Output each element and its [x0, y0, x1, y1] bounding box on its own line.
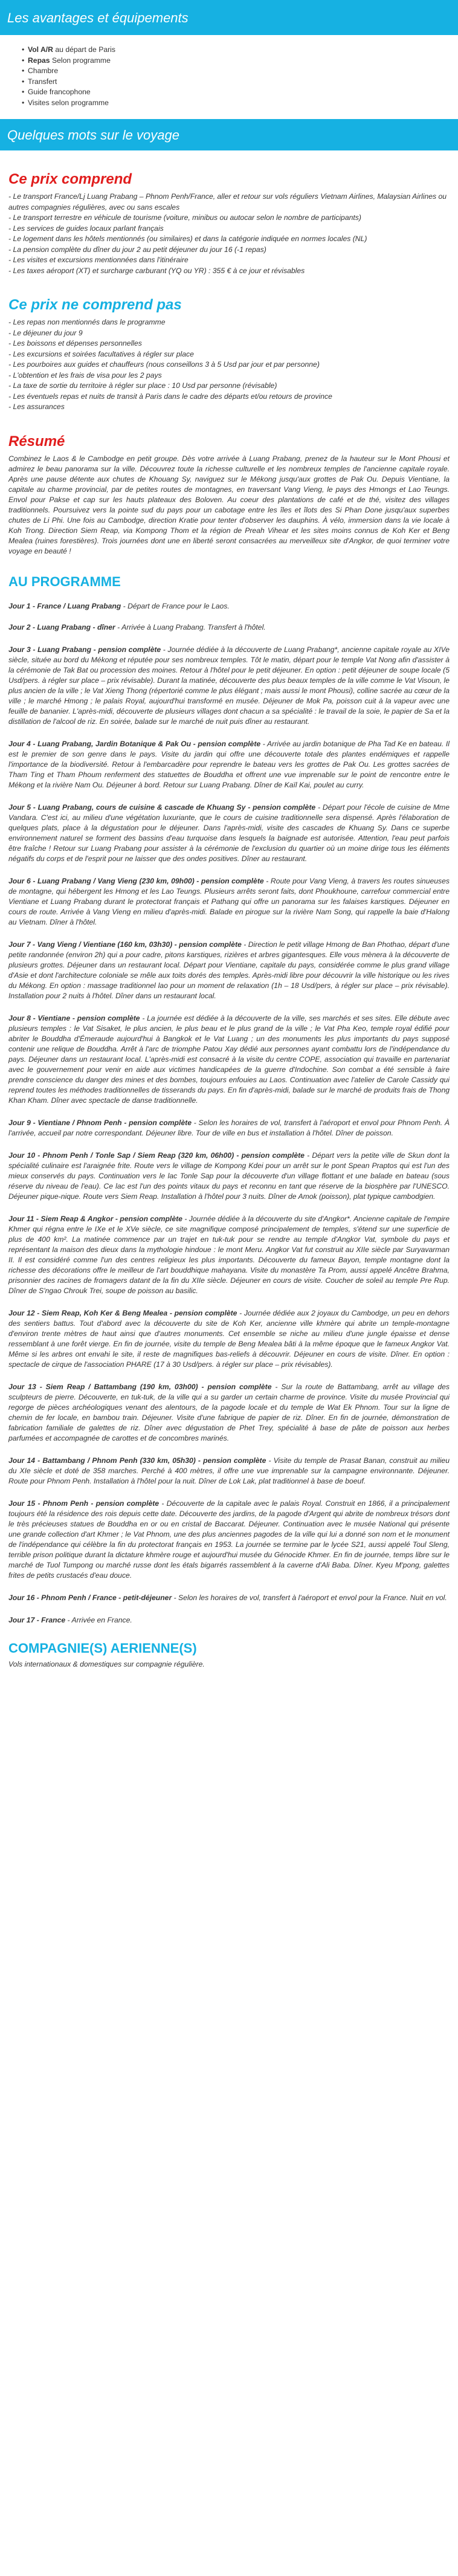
avantage-item	[22, 56, 458, 66]
programme-day	[8, 1013, 450, 1106]
avantage-item	[22, 87, 458, 98]
programme-day	[8, 1499, 450, 1581]
programme-day	[8, 601, 450, 612]
resume-section	[0, 433, 458, 557]
day-text: - Journée dédiée à la découverte de Luang Prabang*, ancienne capitale royale au XIVe siècle, située au bord du Mékong et réputée pour ses nombreux temples. Tôt le matin, départ pour le temple Vat Nong afin d'assister à la cérémonie de Tak Bat ou procession des moines. Retour à l'hôtel pour le petit déjeuner. En option : petit déjeuner de soupe locale (5 Usd/pers. à régler sur place – prix révisable). Durant la matinée, découverte des plus beaux temples de la ville comme le Vat Visoun, le plus ancien de la ville ; le Vat Xieng Thong (répertorié comme le plus élégant ; mais aussi le mont Phousi), colline sacrée au cœur de la ville ; le marché Hmong ; le palais Royal, aujourd'hui transformé en musée. Déjeuner de Mok Pa, poisson cuit à la vapeur avec une feuille de bananier. L'après-midi, découverte de plusieurs villages dont chacun a sa spécialité : le travail de la soie, le papier de Sa et la distillation de l'alcool de riz. En soirée, balade sur le marché de nuit puis dîner au restaurant.	[8, 645, 450, 726]
prix-ne-comprend-title: Ce prix ne comprend pas	[8, 297, 182, 313]
programme-day	[8, 739, 450, 790]
day-text: - Journée dédiée à la découverte du site d'Angkor*. Ancienne capitale de l'empire Khmer qui régna entre le IXe et le XVe siècle, ce site magnifique composé principalement de temples, s'étend sur une superficie de plus de 400 km². La matinée commence par un trajet en tuk-tuk pour se rendre au temple d'Angkor Vat, symbole du pays et représentant la maison des dieux dans la mythologie hindoue : le mont Meru. Angkor Vat fut construit au XIIe siècle par Suryavarman II. Il est considéré comme l'un des centres religieux les plus importants. Découverte du fameux Bayon, temple montagne dont la richesse des décorations offre le meilleur de l'art bouddhique mahayana. Visite du monastère Ta Prom, aussi appelé Ancêtre Brahma, prisonnier des racines de fromagers datant de la fin du XIIe siècle. Déjeuner en cours de visite. Coucher de soleil au temple Pre Rup. Dîner de S'ngao Chrouk Trei, soupe de poisson au basilic.	[8, 1214, 450, 1295]
avantage-item	[22, 45, 458, 56]
prix-ne-comprend-item: - La taxe de sortie du territoire à régler sur place : 10 Usd par personne (révisable)	[8, 381, 277, 390]
day-title: Jour 16 - Phnom Penh / France - petit-déjeuner	[8, 1593, 172, 1602]
avantage-item	[22, 66, 458, 77]
day-title: Jour 2 - Luang Prabang - dîner	[8, 622, 115, 631]
programme-day	[8, 802, 450, 864]
programme-day	[8, 940, 450, 1001]
day-title: Jour 17 - France	[8, 1615, 66, 1624]
avantages-title: Les avantages et équipements	[7, 10, 189, 25]
day-text: - Arrivée en France.	[65, 1615, 132, 1624]
avantage-rest: Visites selon programme	[28, 98, 109, 107]
day-text: - La journée est dédiée à la découverte de la ville, ses marchés et ses sites. Elle débute avec plusieurs temples : le Vat Sisaket, le plus ancien, le plus beau et le plus grand de la ville ; le Vat Pha Keo, temple royal édifié pour abriter le Bouddha d'Émeraude aujourd'hui à Bangkok et le Vat Luang ; un des monuments les plus importants du pays supposé contenir une relique de Bouddha. Arrêt à l'arc de triomphe Patou Xay dédié aux personnes ayant combattu lors de l'indépendance du pays. Déjeuner dans un restaurant local. L'après-midi est consacré à la visite du centre COPE, association qui travaille en partenariat avec le gouvernement pour venir en aide aux victimes handicapées de la guerre d'Indochine. Son combat a été sensible à faire prendre conscience du danger des mines et des bombes, toujours enfouies au Laos. Continuation avec l'atelier de Carole Cassidy qui reprend toutes les méthodes traditionnelles de tisserands du pays. En fin d'après-midi, balade sur le marché de produits frais de Thong Khan Kham. Dîner avec spectacle de danse traditionnelle.	[8, 1013, 450, 1105]
day-text: - Départ pour l'école de cuisine de Mme Vandara. C'est ici, au milieu d'une végétation luxuriante, que le cours de cuisine traditionnelle sera dispensé. Après l'élaboration de quelques plats, place à la dégustation pour le déjeuner. Dans l'après-midi, visite des cascades de Khuang Sy. Dans ce superbe environnement naturel se forment des bassins d'eau turquoise dans lesquels la baignade est autorisée. Attention, l'eau peut parfois être fraîche ! Retour sur Luang Prabang pour assister à la cérémonie de l'exclusion du quartier où un moine dirige tous les éléments négatifs du corps et de l'esprit pour ne laisser que des ondes positives. Dîner au restaurant.	[8, 802, 450, 863]
day-text: - Direction le petit village Hmong de Ban Phothao, départ d'une petite randonnée (environ 2h) qui a pour cadre, pitons karstiques, rizières et arbres gigantesques. Elle vous mènera à la découverte de plusieurs grottes. Déjeuner dans un restaurant local. Départ pour Vientiane, capitale du pays, considérée comme le plus grand village d'Asie et dont l'architecture coloniale se mêle aux toits dorés des temples. Après-midi libre pour découvrir la ville historique ou les rives du Mékong. En option : massage traditionnel lao pour un moment de relaxation (1h – 18 Usd/pers, à régler sur place – prix révisable). Installation pour 2 nuits à l'hôtel. Dîner dans un restaurant local.	[8, 940, 450, 1000]
day-title: Jour 5 - Luang Prabang, cours de cuisine & cascade de Khuang Sy - pension complète	[8, 802, 316, 812]
prix-ne-comprend-item: - L'obtention et les frais de visa pour les 2 pays	[8, 370, 162, 379]
prix-comprend-item: - Le logement dans les hôtels mentionnés (ou similaires) et dans la catégorie indiquée en normes locales (NL)	[8, 234, 367, 243]
prix-ne-comprend-item: - Les assurances	[8, 402, 65, 411]
day-text: - Selon les horaires de vol, transfert à l'aéroport et envol pour Phnom Penh. À l'arrivée, accueil par notre correspondant. Déjeuner libre. Tour de ville en bus et installation à l'hôtel. Dîner de poisson.	[8, 1118, 450, 1137]
avantage-bold: Repas	[28, 56, 50, 65]
prix-ne-comprend-item: - Les repas non mentionnés dans le programme	[8, 318, 166, 326]
prix-comprend-title: Ce prix comprend	[8, 171, 132, 187]
avantage-rest: Guide francophone	[28, 88, 91, 96]
day-text: - Départ de France pour le Laos.	[121, 601, 230, 610]
resume-paragraph: Combinez le Laos & le Cambodge en petit groupe. Dès votre arrivée à Luang Prabang, prenez de la hauteur sur le Mont Phousi et admirez le beau panorama sur la ville. Découvrez toute la richesse culturelle et les nombreux temples de l'ancienne capitale royale. Après une pause détente aux chutes de Khouang Sy, naviguez sur le Mékong jusqu'aux grottes de Pak Ou. Depuis Vientiane, la capitale au charme provincial, par de petites routes de montagnes, en traversant Vang Vieng, le pays des Hmongs et Lao Teungs. Envol pour Pakse et cap sur les hauts plateaux des Boloven. Au coeur des plantations de café et de thé, visitez des villages traditionnels. Poursuivez vers la pointe sud du pays pour un cabotage entre les îles et îlots des Si Phan Done jusqu'aux superbes chutes de Li Phi. Une fois au Cambodge, direction Kratie pour tenter d'observer les dauphins. À vélo, immersion dans la vie locale à Koh Trong. Direction Siem Reap, via Kompong Thom et la région de Preah Vihear et les sites moins connus de Koh Ker et Beng Mealea (ruines forestières). Trois journées dont une en liberté seront consacrées au merveilleux site d'Angkor, de quoi terminer votre voyage en beauté !	[8, 454, 450, 555]
avantage-rest: Transfert	[28, 77, 57, 86]
day-text: - Découverte de la capitale avec le palais Royal. Construit en 1866, il a principalement toujours été la résidence des rois depuis cette date. Découverte des jardins, de la pagode d'Argent qui abrite de nombreux trésors dont le très précieuses statues de Bouddha en or ou en cristal de Baccarat. Déjeuner. Continuation avec le musée National qui présente une grande collection d'art Khmer ; le Vat Phnom, une des plus anciennes pagodes de la ville qui lui a donné son nom et le monument de l'indépendance qui célèbre la fin du protectorat français en 1953. La journée se termine par le lycée S21, aussi appelé Toul Sleng, terrible prison politique durant la dictature khmère rouge et aujourd'hui musée du Génocide Khmer. En fin de journée, temps libre sur le marché de Tuol Tumpong ou marché russe dont les étals bigarrés rassemblent à la caverne d'Ali Baba. Dîner. Kyeu M'pong, galettes frites de petits crustacés d'eau douce.	[8, 1499, 450, 1580]
avantages-bar	[0, 0, 458, 35]
prix-comprend-item: - Les taxes aéroport (XT) et surcharge carburant (YQ ou YR) : 355 € à ce jour et révisables	[8, 266, 305, 275]
programme-day	[8, 1615, 450, 1625]
programme-day	[8, 1308, 450, 1370]
day-title: Jour 8 - Vientiane - pension complète	[8, 1013, 140, 1022]
programme-day	[8, 1456, 450, 1487]
prix-ne-comprend-item: - Les excursions et soirées facultatives à régler sur place	[8, 349, 194, 358]
prix-comprend-item: - Les visites et excursions mentionnées dans l'itinéraire	[8, 256, 189, 264]
prix-ne-comprend-section	[0, 297, 458, 413]
prix-comprend-item: - Le transport France/Lj Luang Prabang – Phnom Penh/France, aller et retour sur vols réguliers Vietnam Airlines, Malaysian Airlines ou autres compagnies régulières, avec ou sans escales	[8, 192, 447, 211]
avantage-rest: Selon programme	[50, 56, 111, 65]
programme-day	[8, 1151, 450, 1202]
day-title: Jour 12 - Siem Reap, Koh Ker & Beng Mealea - pension complète	[8, 1308, 237, 1317]
programme-day	[8, 622, 450, 633]
day-title: Jour 11 - Siem Reap & Angkor - pension complète	[8, 1214, 182, 1223]
day-text: - Sur la route de Battambang, arrêt au village des sculpteurs de pierre. Découverte, en tuk-tuk, de la ville qui a su garder un certain charme de province. Visite du musée Provincial qui regorge de pièces archéologiques venant des alentours, de la pagode locale et du temple de Wat Ek Phnom. Tour sur la ligne de chemin de fer locale, en bambou train. Déjeuner. Visite d'une fabrique de papier de riz. Dîner. En fin de journée, démonstration de fabrication familiale de galettes de riz. Dîner avec dégustation de Phet Trey, spécialité à base de pâte de poisson aux herbes parfumées et accompagnée de carottes et de concombres marinés.	[8, 1382, 450, 1442]
prix-ne-comprend-item: - Les boissons et dépenses personnelles	[8, 339, 142, 347]
prix-comprend-item: - Le transport terrestre en véhicule de tourisme (voiture, minibus ou autocar selon le nombre de participants)	[8, 213, 361, 222]
avantage-item	[22, 98, 458, 109]
programme-day	[8, 876, 450, 928]
prix-comprend-item: - La pension complète du dîner du jour 2 au petit déjeuner du jour 16 (-1 repas)	[8, 245, 266, 254]
day-title: Jour 3 - Luang Prabang - pension complète	[8, 645, 161, 654]
avantages-list	[0, 45, 458, 108]
avantage-rest: au départ de Paris	[53, 45, 115, 54]
programme-day	[8, 1118, 450, 1138]
programme-title: AU PROGRAMME	[8, 573, 121, 589]
prix-comprend-section	[0, 171, 458, 276]
prix-ne-comprend-item: - Les éventuels repas et nuits de transit à Paris dans le cadre des départs et/ou retours de province	[8, 392, 332, 401]
day-text: - Selon les horaires de vol, transfert à l'aéroport et envol pour la France. Nuit en vol.	[172, 1593, 447, 1602]
day-title: Jour 15 - Phnom Penh - pension complète	[8, 1499, 160, 1508]
day-text: - Départ vers la petite ville de Skun dont la spécialité culinaire est l'araignée frite. Route vers le village de Kompong Kdei pour un arrêt sur le pont Spean Praptos qui est l'un des mieux conservés du pays. Continuation vers le lac Tonle Sap pour la découverte d'un village flottant et une balade en bateau (sous réserve du niveau de l'eau). Ce lac est l'un des points vitaux du pays et reconnu en tant que réserve de la biosphère par l'UNESCO. Déjeuner pique-nique. Route vers Siem Reap. Installation à l'hôtel pour 3 nuits. Dîner de Amok (poisson), plat typique cambodgien.	[8, 1151, 450, 1201]
prix-comprend-list	[8, 192, 450, 276]
programme-section	[0, 573, 458, 1625]
avantage-rest: Chambre	[28, 66, 59, 75]
day-title: Jour 6 - Luang Prabang / Vang Vieng (230 km, 09h00) - pension complète	[8, 876, 264, 885]
day-title: Jour 14 - Battambang / Phnom Penh (330 km, 05h30) - pension complète	[8, 1456, 266, 1465]
quelques-mots-bar	[0, 119, 458, 150]
day-text: - Journée dédiée aux 2 joyaux du Cambodge, un peu en dehors des sentiers battus. Tout d'abord avec la découverte du site de Koh Ker, ancienne ville khmère qui abrite un temple-montagne d'environ trente mètres de haut ainsi que d'autres monuments. Cet ensemble se niche au milieu d'une jungle épaisse et dense ressemblant à une forêt vierge. En fin de journée, visite du temple de Beng Mealea bâti à la même époque que le fameux Angkor Vat. Même si les arbres ont envahi le site, il reste de magnifiques bas-reliefs à découvrir. Déjeuner en cours de visite. Dîner. En option : spectacle de cirque de l'association PHARE (17 à 30 Usd/pers. à régler sur place – prix révisables).	[8, 1308, 450, 1369]
programme-day	[8, 1214, 450, 1296]
day-text: - Arrivée au jardin botanique de Pha Tad Ke en bateau. Il est le premier de son genre dans le pays. Visite du jardin qui offre une découverte totale des plantes endémiques et rappelle l'importance de la biodiversité. Retour à l'embarcadère pour reprendre le bateau vers les grottes de Pak Ou. Les grottes sacrées de Tham Ting et Tham Phoum renferment des statuettes de Bouddha et offrent une vue imprenable sur le point de rencontre entre le Mékong et la rivière Nam Ou. Déjeuner à bord. Retour sur Luang Prabang. Dîner de Kaïl Kai, poulet au curry.	[8, 739, 450, 789]
day-title: Jour 4 - Luang Prabang, Jardin Botanique & Pak Ou - pension complète	[8, 739, 261, 748]
compagnies-title: COMPAGNIE(S) AERIENNE(S)	[8, 1640, 197, 1656]
day-title: Jour 13 - Siem Reap / Battambang (190 km, 03h00) - pension complète	[8, 1382, 272, 1391]
programme-day	[8, 1593, 450, 1603]
day-title: Jour 7 - Vang Vieng / Vientiane (160 km, 03h30) - pension complète	[8, 940, 242, 949]
programme-days	[8, 601, 450, 1625]
day-title: Jour 10 - Phnom Penh / Tonle Sap / Siem Reap (320 km, 06h00) - pension complète	[8, 1151, 305, 1160]
avantage-bold: Vol A/R	[28, 45, 53, 54]
resume-title: Résumé	[8, 433, 65, 450]
compagnies-text: Vols internationaux & domestiques sur compagnie régulière.	[8, 1659, 205, 1668]
day-text: - Arrivée à Luang Prabang. Transfert à l'hôtel.	[115, 622, 266, 631]
programme-day	[8, 1382, 450, 1444]
prix-comprend-item: - Les services de guides locaux parlant français	[8, 224, 164, 233]
day-title: Jour 9 - Vientiane / Phnom Penh - pension complète	[8, 1118, 192, 1127]
prix-ne-comprend-item: - Les pourboires aux guides et chauffeurs (nous conseillons 3 à 5 Usd par jour et par personne)	[8, 360, 320, 369]
day-text: - Route pour Vang Vieng, à travers les routes sinueuses de montagne, qui hébergent les Hmong et les Lao Teungs. Plusieurs arrêts seront faits, dont Phoukhoune, carrefour commercial entre Vientiane et Luang Prabang durant le protectorat français et Pathang qui offre un panorama sur les falaises karstiques. Déjeuner en cours de route. Arrivée à Vang Vieng en milieu d'après-midi. Balade en pirogue sur la rivière Nam Song, qui rappelle la baie d'Halong au Vietnam. Dîner à l'hôtel.	[8, 876, 450, 926]
prix-ne-comprend-list	[8, 317, 450, 413]
avantage-item	[22, 77, 458, 88]
quelques-mots-title: Quelques mots sur le voyage	[7, 127, 179, 143]
prix-ne-comprend-item: - Le déjeuner du jour 9	[8, 328, 83, 337]
day-title: Jour 1 - France / Luang Prabang	[8, 601, 121, 610]
day-text: - Visite du temple de Prasat Banan, construit au milieu du XIe siècle et doté de 358 marches. Perché à 400 mètres, il offre une vue imprenable sur la campagne environnante. Déjeuner. Route pour Phnom Penh. Installation à l'hôtel pour la nuit. Dîner de Lok Lak, plat traditionnel à base de boeuf.	[8, 1456, 450, 1485]
compagnies-section	[0, 1640, 458, 1670]
programme-day	[8, 645, 450, 727]
